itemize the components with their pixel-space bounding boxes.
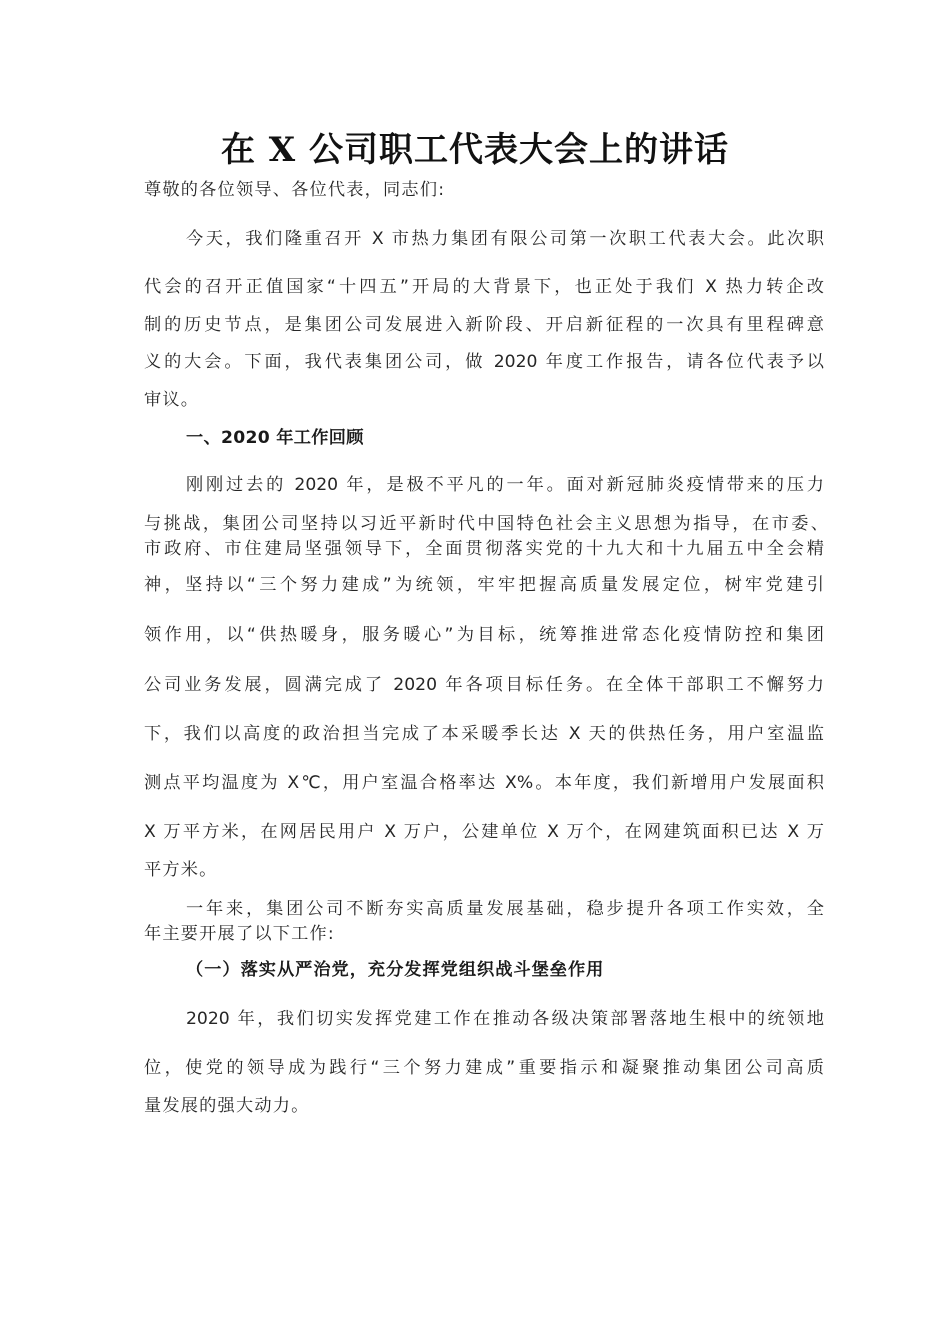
paragraph-line: 领作用，以“供热暖身，服务暖心”为目标，统筹推进常态化疫情防控和集团 [144,625,824,645]
document-title: 在 X 公司职工代表大会上的讲话 [220,130,730,170]
paragraph-line: 平方米。 [144,860,218,880]
paragraph-line: 制的历史节点，是集团公司发展进入新阶段、开启新征程的一次具有里程碑意 [144,315,824,335]
paragraph-line: 审议。 [144,390,200,410]
paragraph-line: 一年来，集团公司不断夯实高质量发展基础，稳步提升各项工作实效，全 [186,899,824,919]
paragraph-line: 2020 年，我们切实发挥党建工作在推动各级决策部署落地生根中的统领地 [186,1009,824,1029]
section-heading: 一、2020 年工作回顾 [186,428,364,448]
paragraph-line: 今天，我们隆重召开 X 市热力集团有限公司第一次职工代表大会。此次职 [186,229,824,249]
paragraph-line: 刚刚过去的 2020 年，是极不平凡的一年。面对新冠肺炎疫情带来的压力 [186,475,824,495]
salutation-line: 尊敬的各位领导、各位代表，同志们: [144,180,446,200]
paragraph-line: 神，坚持以“三个努力建成”为统领，牢牢把握高质量发展定位，树牢党建引 [144,575,824,595]
paragraph-line: 位，使党的领导成为践行“三个努力建成”重要指示和凝聚推动集团公司高质 [144,1058,824,1078]
paragraph-line: 代会的召开正值国家“十四五”开局的大背景下，也正处于我们 X 热力转企改 [144,277,824,297]
paragraph-line: 下，我们以高度的政治担当完成了本采暖季长达 X 天的供热任务，用户室温监 [144,724,824,744]
paragraph-line: 公司业务发展，圆满完成了 2020 年各项目标任务。在全体干部职工不懈努力 [144,675,824,695]
paragraph-line: 义的大会。下面，我代表集团公司，做 2020 年度工作报告，请各位代表予以 [144,352,824,372]
paragraph-line: 与挑战，集团公司坚持以习近平新时代中国特色社会主义思想为指导，在市委、 [144,514,828,534]
paragraph-line: 测点平均温度为 X℃，用户室温合格率达 X%。本年度，我们新增用户发展面积 [144,773,824,793]
paragraph-line: 市政府、市住建局坚强领导下，全面贯彻落实党的十九大和十九届五中全会精 [144,539,824,559]
paragraph-line: 量发展的强大动力。 [144,1096,310,1116]
subsection-heading: （一）落实从严治党，充分发挥党组织战斗堡垒作用 [186,960,605,980]
paragraph-line: X 万平方米，在网居民用户 X 万户，公建单位 X 万个，在网建筑面积已达 X 万 [144,822,824,842]
paragraph-line: 年主要开展了以下工作: [144,924,335,944]
